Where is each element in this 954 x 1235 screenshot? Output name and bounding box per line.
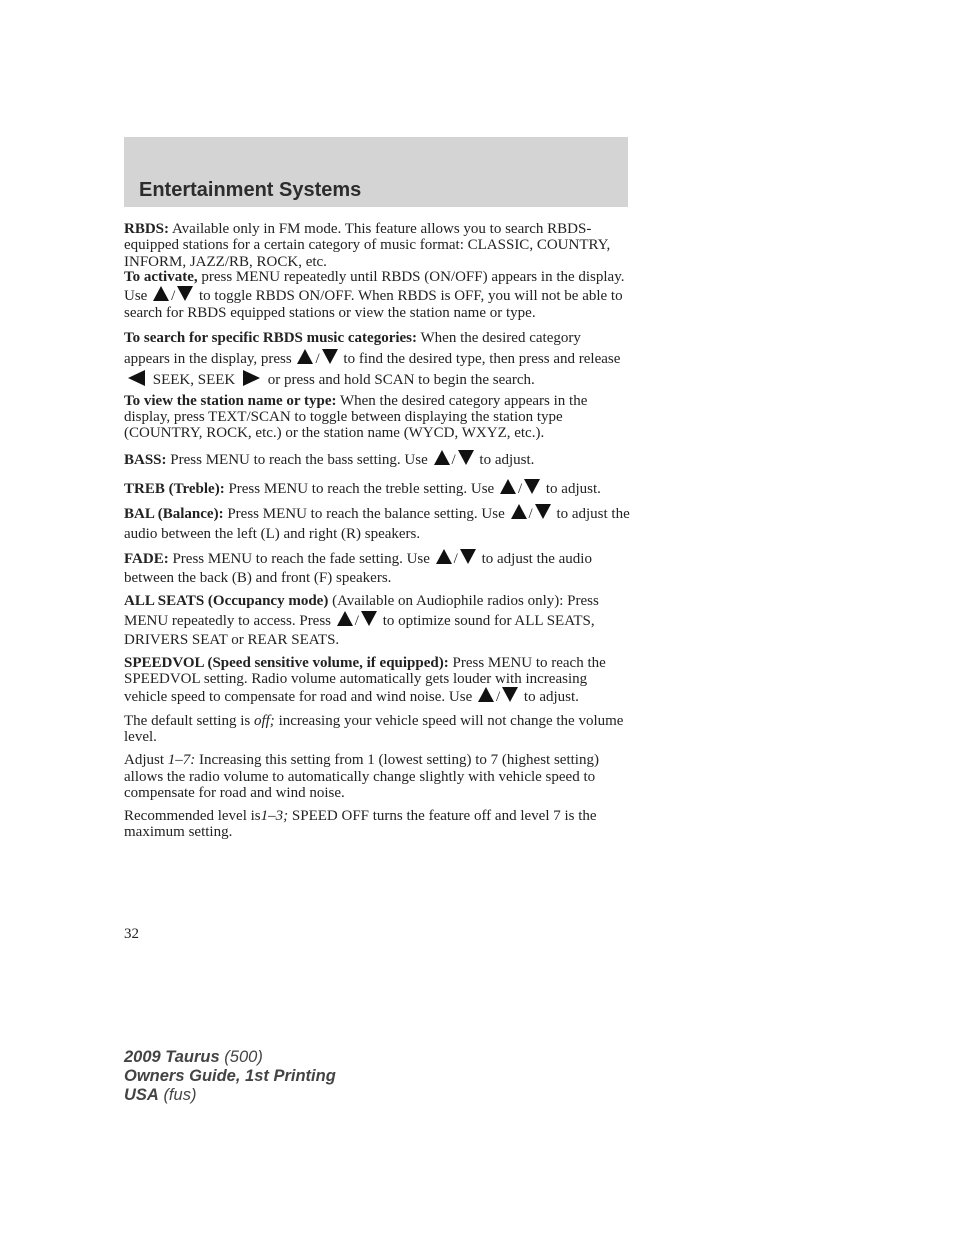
footer-guide: Owners Guide, 1st Printing [124,1067,336,1085]
speedvol-text-b: to adjust. [523,689,579,706]
recommended-text-a: Recommended level is [124,808,261,825]
fade-text-a: Press MENU to reach the fade setting. Use [172,550,430,567]
up-arrow-icon [434,450,450,465]
recommended-paragraph [124,808,630,841]
footer-publication-info [124,1048,336,1105]
section-header-bar [124,137,628,207]
page-content [124,221,630,841]
footer-line-3 [124,1086,336,1105]
rbds-activate-paragraph [124,269,630,322]
bass-paragraph [124,450,630,470]
speedvol-paragraph [124,655,630,706]
adjust-italic: 1–7: [167,752,196,769]
seek-right-arrow-icon [243,370,260,386]
search-label: To search for specific RBDS music categories: [124,329,418,346]
slash: / [528,505,533,522]
activate-label: To activate, [124,268,198,285]
adjust-paragraph [124,752,630,801]
allseats-text-b: to optimize sound for ALL SEATS, DRIVERS SEAT or REAR SEATS. [124,612,595,648]
down-arrow-icon [524,479,540,494]
search-paragraph [124,328,630,391]
search-text-c: or press and hold SCAN to begin the search. [267,371,535,388]
down-arrow-icon [460,549,476,564]
fade-text-b: to adjust the audio between the back (B) and front (F) speakers. [124,550,592,586]
footer-market: USA [124,1086,159,1104]
speedvol-label: SPEEDVOL (Speed sensitive volume, if equipped): [124,654,449,671]
activate-text-b: to toggle RBDS ON/OFF. When RBDS is OFF, you will not be able to search for RBDS equipped stations or view the station name or type. [124,287,623,321]
recommended-text-b: SPEED OFF turns the feature off and level 7 is the maximum setting. [124,808,597,841]
footer-model: 2009 Taurus [124,1048,220,1066]
bal-text-b: to adjust the audio between the left (L) and right (R) speakers. [124,505,630,542]
treb-paragraph [124,479,630,499]
fade-label: FADE: [124,550,169,567]
slash: / [453,550,458,567]
slash: / [315,350,320,367]
down-arrow-icon [502,687,518,702]
treb-text-a: Press MENU to reach the treble setting. Use [228,480,495,497]
bass-text-b: to adjust. [479,451,535,468]
footer-line-1 [124,1048,336,1067]
search-text-a: When the desired category appears in the display, press [124,329,581,367]
search-text-b: to find the desired type, then press and release [343,350,621,367]
treb-label: TREB (Treble): [124,480,225,497]
view-label: To view the station name or type: [124,392,337,409]
footer-line-2 [124,1067,336,1086]
adjust-text-a: Adjust [124,752,165,769]
up-arrow-icon [500,479,516,494]
recommended-italic: 1–3; [260,808,289,825]
seek-text: SEEK, SEEK [152,371,236,388]
down-arrow-icon [177,286,193,301]
rbds-label: RBDS: [124,221,170,237]
page-number: 32 [124,926,139,942]
default-text-b: increasing your vehicle speed will not change the volume level. [124,712,624,745]
default-italic: off; [253,712,275,729]
down-arrow-icon [535,504,551,519]
allseats-paragraph [124,592,630,650]
up-arrow-icon [478,687,494,702]
view-text: When the desired category appears in the display, press TEXT/SCAN to toggle between displaying the station type (COUNTRY, ROCK, etc.) or the station name (WYCD, WXYZ, etc.). [124,392,588,442]
fade-paragraph [124,549,630,588]
view-paragraph [124,393,630,442]
footer-market-code: (fus) [163,1086,197,1104]
speedvol-text-a: Press MENU to reach the SPEEDVOL setting. Radio volume automatically gets louder with increasing vehicle speed to compensate for road and wind noise. Use [124,654,606,706]
up-arrow-icon [337,611,353,626]
slash: / [495,689,501,706]
down-arrow-icon [361,611,377,626]
bass-text-a: Press MENU to reach the bass setting. Use [170,451,428,468]
allseats-text-a: (Available on Audiophile radios only): Press MENU repeatedly to access. Press [124,592,599,629]
up-arrow-icon [511,504,527,519]
slash: / [517,480,523,497]
bal-label: BAL (Balance): [124,505,224,522]
allseats-label: ALL SEATS (Occupancy mode) [124,592,329,609]
section-title: Entertainment Systems [139,179,362,201]
down-arrow-icon [322,349,338,364]
seek-left-arrow-icon [128,370,145,386]
up-arrow-icon [153,286,169,301]
down-arrow-icon [458,450,474,465]
bal-paragraph [124,504,630,544]
adjust-text-b: Increasing this setting from 1 (lowest setting) to 7 (highest setting) allows the radio volume to automatically change slightly with vehicle speed to compensate for road and wind noise. [124,752,599,801]
slash: / [171,287,176,304]
rbds-paragraph [124,221,630,270]
default-text-a: The default setting is [124,712,251,729]
slash: / [451,451,456,468]
up-arrow-icon [297,349,313,364]
rbds-text: Available only in FM mode. This feature allows you to search RBDS-equipped stations for a certain category of music format: CLASSIC, COUNTRY, INFORM, JAZZ/RB, ROCK, etc. [124,221,611,270]
up-arrow-icon [436,549,452,564]
bal-text-a: Press MENU to reach the balance setting. Use [227,505,505,522]
activate-text-a: press MENU repeatedly until RBDS (ON/OFF) appears in the display. Use [124,268,625,304]
slash: / [354,612,359,629]
footer-model-code: (500) [224,1048,263,1066]
treb-text-b: to adjust. [545,480,601,497]
bass-label: BASS: [124,451,167,468]
default-paragraph [124,713,630,746]
